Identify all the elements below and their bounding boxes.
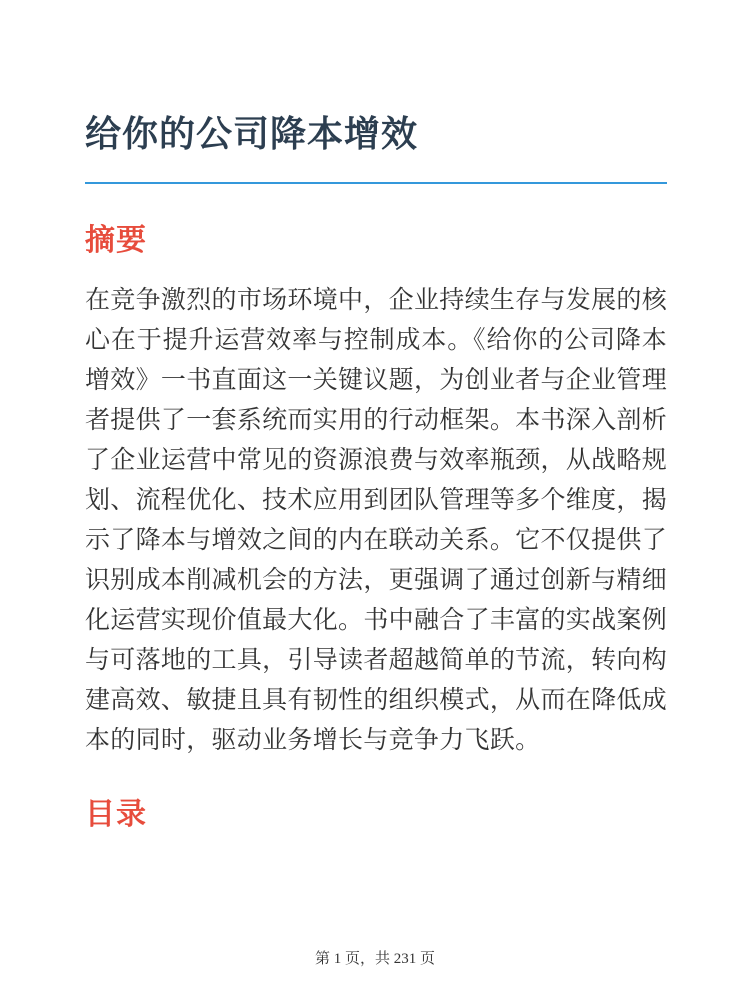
page-number-label: 第 1 页，共 231 页 <box>314 951 435 967</box>
toc-heading: 目录 <box>85 798 147 831</box>
page-footer <box>0 947 750 968</box>
title-divider <box>85 182 667 184</box>
document-title: 给你的公司降本增效 <box>85 113 419 154</box>
abstract-paragraph: 在竞争激烈的市场环境中，企业持续生存与发展的核心在于提升运营效率与控制成本。《给你的公司降本增效》一书直面这一关键议题，为创业者与企业管理者提供了一套系统而实用的行动框架。本书深入剖析了企业运营中常见的资源浪费与效率瓶颈，从战略规划、流程优化、技术应用到团队管理等多个维度，揭示了降本与增效之间的内在联动关系。它不仅提供了识别成本削减机会的方法，更强调了通过创新与精细化运营实现价值最大化。书中融合了丰富的实战案例与可落地的工具，引导读者超越简单的节流，转向构建高效、敏捷且具有韧性的组织模式，从而在降低成本的同时，驱动业务增长与竞争力飞跃。 <box>85 286 667 754</box>
abstract-heading: 摘要 <box>85 224 147 257</box>
document-content <box>0 110 750 832</box>
